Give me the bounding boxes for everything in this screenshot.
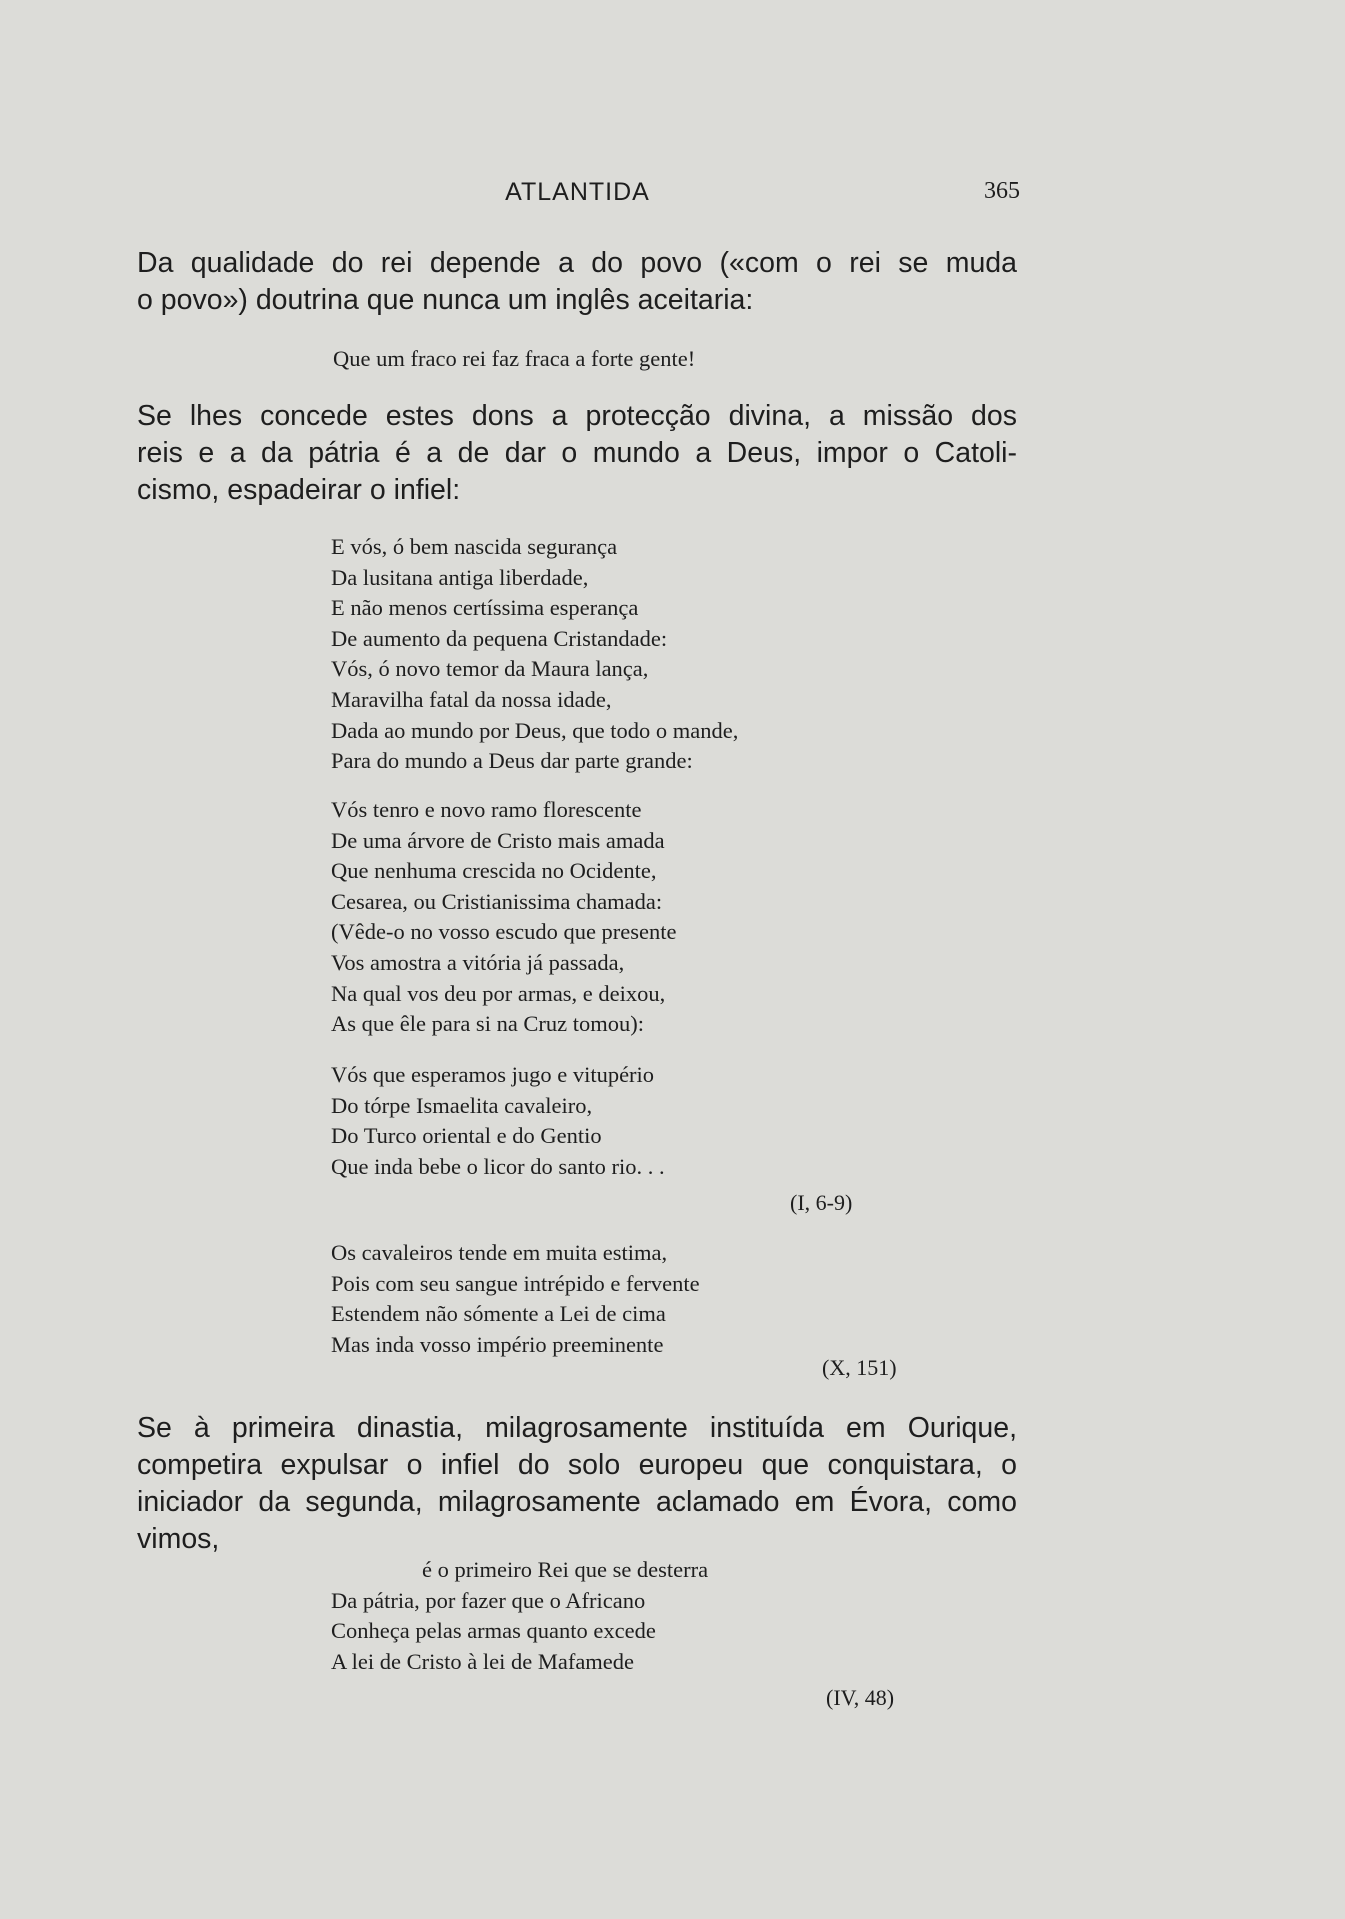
verse-line: Vos amostra a vitória já passada, (331, 949, 625, 975)
verse-line: Maravilha fatal da nossa idade, (331, 686, 612, 712)
paragraph-1 (137, 245, 1017, 319)
stanza-4 (331, 1238, 700, 1360)
verse-line: Vós tenro e novo ramo florescente (331, 797, 642, 822)
stanza-1 (331, 532, 738, 777)
paragraph-3 (137, 1410, 1017, 1558)
verse-line: Estendem não sómente a Lei de cima (331, 1301, 666, 1327)
verse-line: Dada ao mundo por Deus, que todo o mande, (331, 717, 739, 743)
paragraph-2 (137, 398, 1017, 509)
page-number: 365 (984, 178, 1020, 204)
verse-line: Na qual vos deu por armas, e deixou, (331, 980, 666, 1006)
text-line: vimos, (137, 1523, 220, 1555)
verse-line: E não menos certíssima esperança (331, 595, 639, 621)
text-line: o povo») doutrina que nunca um inglês aceitaria: (137, 284, 754, 316)
verse-line: E vós, ó bem nascida segurança (331, 534, 618, 559)
verse-line: Os cavaleiros tende em muita estima, (331, 1240, 668, 1265)
citation: (I, 6-9) (790, 1190, 853, 1215)
verse-line: Que nenhuma crescida no Ocidente, (331, 858, 657, 884)
running-title: ATLANTIDA (505, 178, 650, 206)
citation: (X, 151) (822, 1355, 897, 1380)
verse-line: Vós que esperamos jugo e vitupério (331, 1062, 655, 1087)
text-line: Se à primeira dinastia, milagrosamente instituída em Ourique, (137, 1412, 1017, 1444)
text-line: cismo, espadeirar o infiel: (137, 474, 461, 506)
text-line: iniciador da segunda, milagrosamente aclamado em Évora, como (137, 1486, 1017, 1518)
verse-line: A lei de Cristo à lei de Mafamede (331, 1648, 635, 1674)
text-line: reis e a da pátria é a de dar o mundo a Deus, impor o Catoli- (137, 437, 1017, 469)
page-header (135, 178, 1020, 212)
verse-line: De uma árvore de Cristo mais amada (331, 827, 665, 853)
verse-line: Conheça pelas armas quanto excede (331, 1618, 656, 1644)
verse-line: Do Turco oriental e do Gentio (331, 1123, 602, 1149)
verse-line: Mas inda vosso império preeminente (331, 1331, 664, 1357)
verse-line: é o primeiro Rei que se desterra (422, 1557, 709, 1582)
verse-line: Da pátria, por fazer que o Africano (331, 1587, 646, 1613)
text-line: Se lhes concede estes dons a protecção divina, a missão dos (137, 400, 1017, 432)
verse-line: (Vêde-o no vosso escudo que presente (331, 919, 677, 945)
verse-line: De aumento da pequena Cristandade: (331, 625, 668, 651)
text-line: Da qualidade do rei depende a do povo («com o rei se muda (137, 247, 1017, 279)
verse-line: Cesarea, ou Cristianissima chamada: (331, 888, 663, 914)
verse-line: Vós, ó novo temor da Maura lança, (331, 656, 649, 682)
verse-line: Da lusitana antiga liberdade, (331, 564, 589, 590)
verse-quote: Que um fraco rei faz fraca a forte gente! (333, 346, 696, 371)
verse-line: Para do mundo a Deus dar parte grande: (331, 748, 693, 774)
verse-line: Que inda bebe o licor do santo rio. . . (331, 1153, 665, 1179)
stanza-3 (331, 1060, 665, 1182)
stanza-5 (331, 1555, 708, 1677)
text-line: competira expulsar o infiel do solo europeu que conquistara, o (137, 1449, 1017, 1481)
verse-line: Pois com seu sangue intrépido e fervente (331, 1270, 700, 1296)
verse-line: As que êle para si na Cruz tomou): (331, 1011, 645, 1037)
citation: (IV, 48) (826, 1685, 895, 1710)
verse-line: Do tórpe Ismaelita cavaleiro, (331, 1092, 593, 1118)
stanza-2 (331, 795, 677, 1040)
